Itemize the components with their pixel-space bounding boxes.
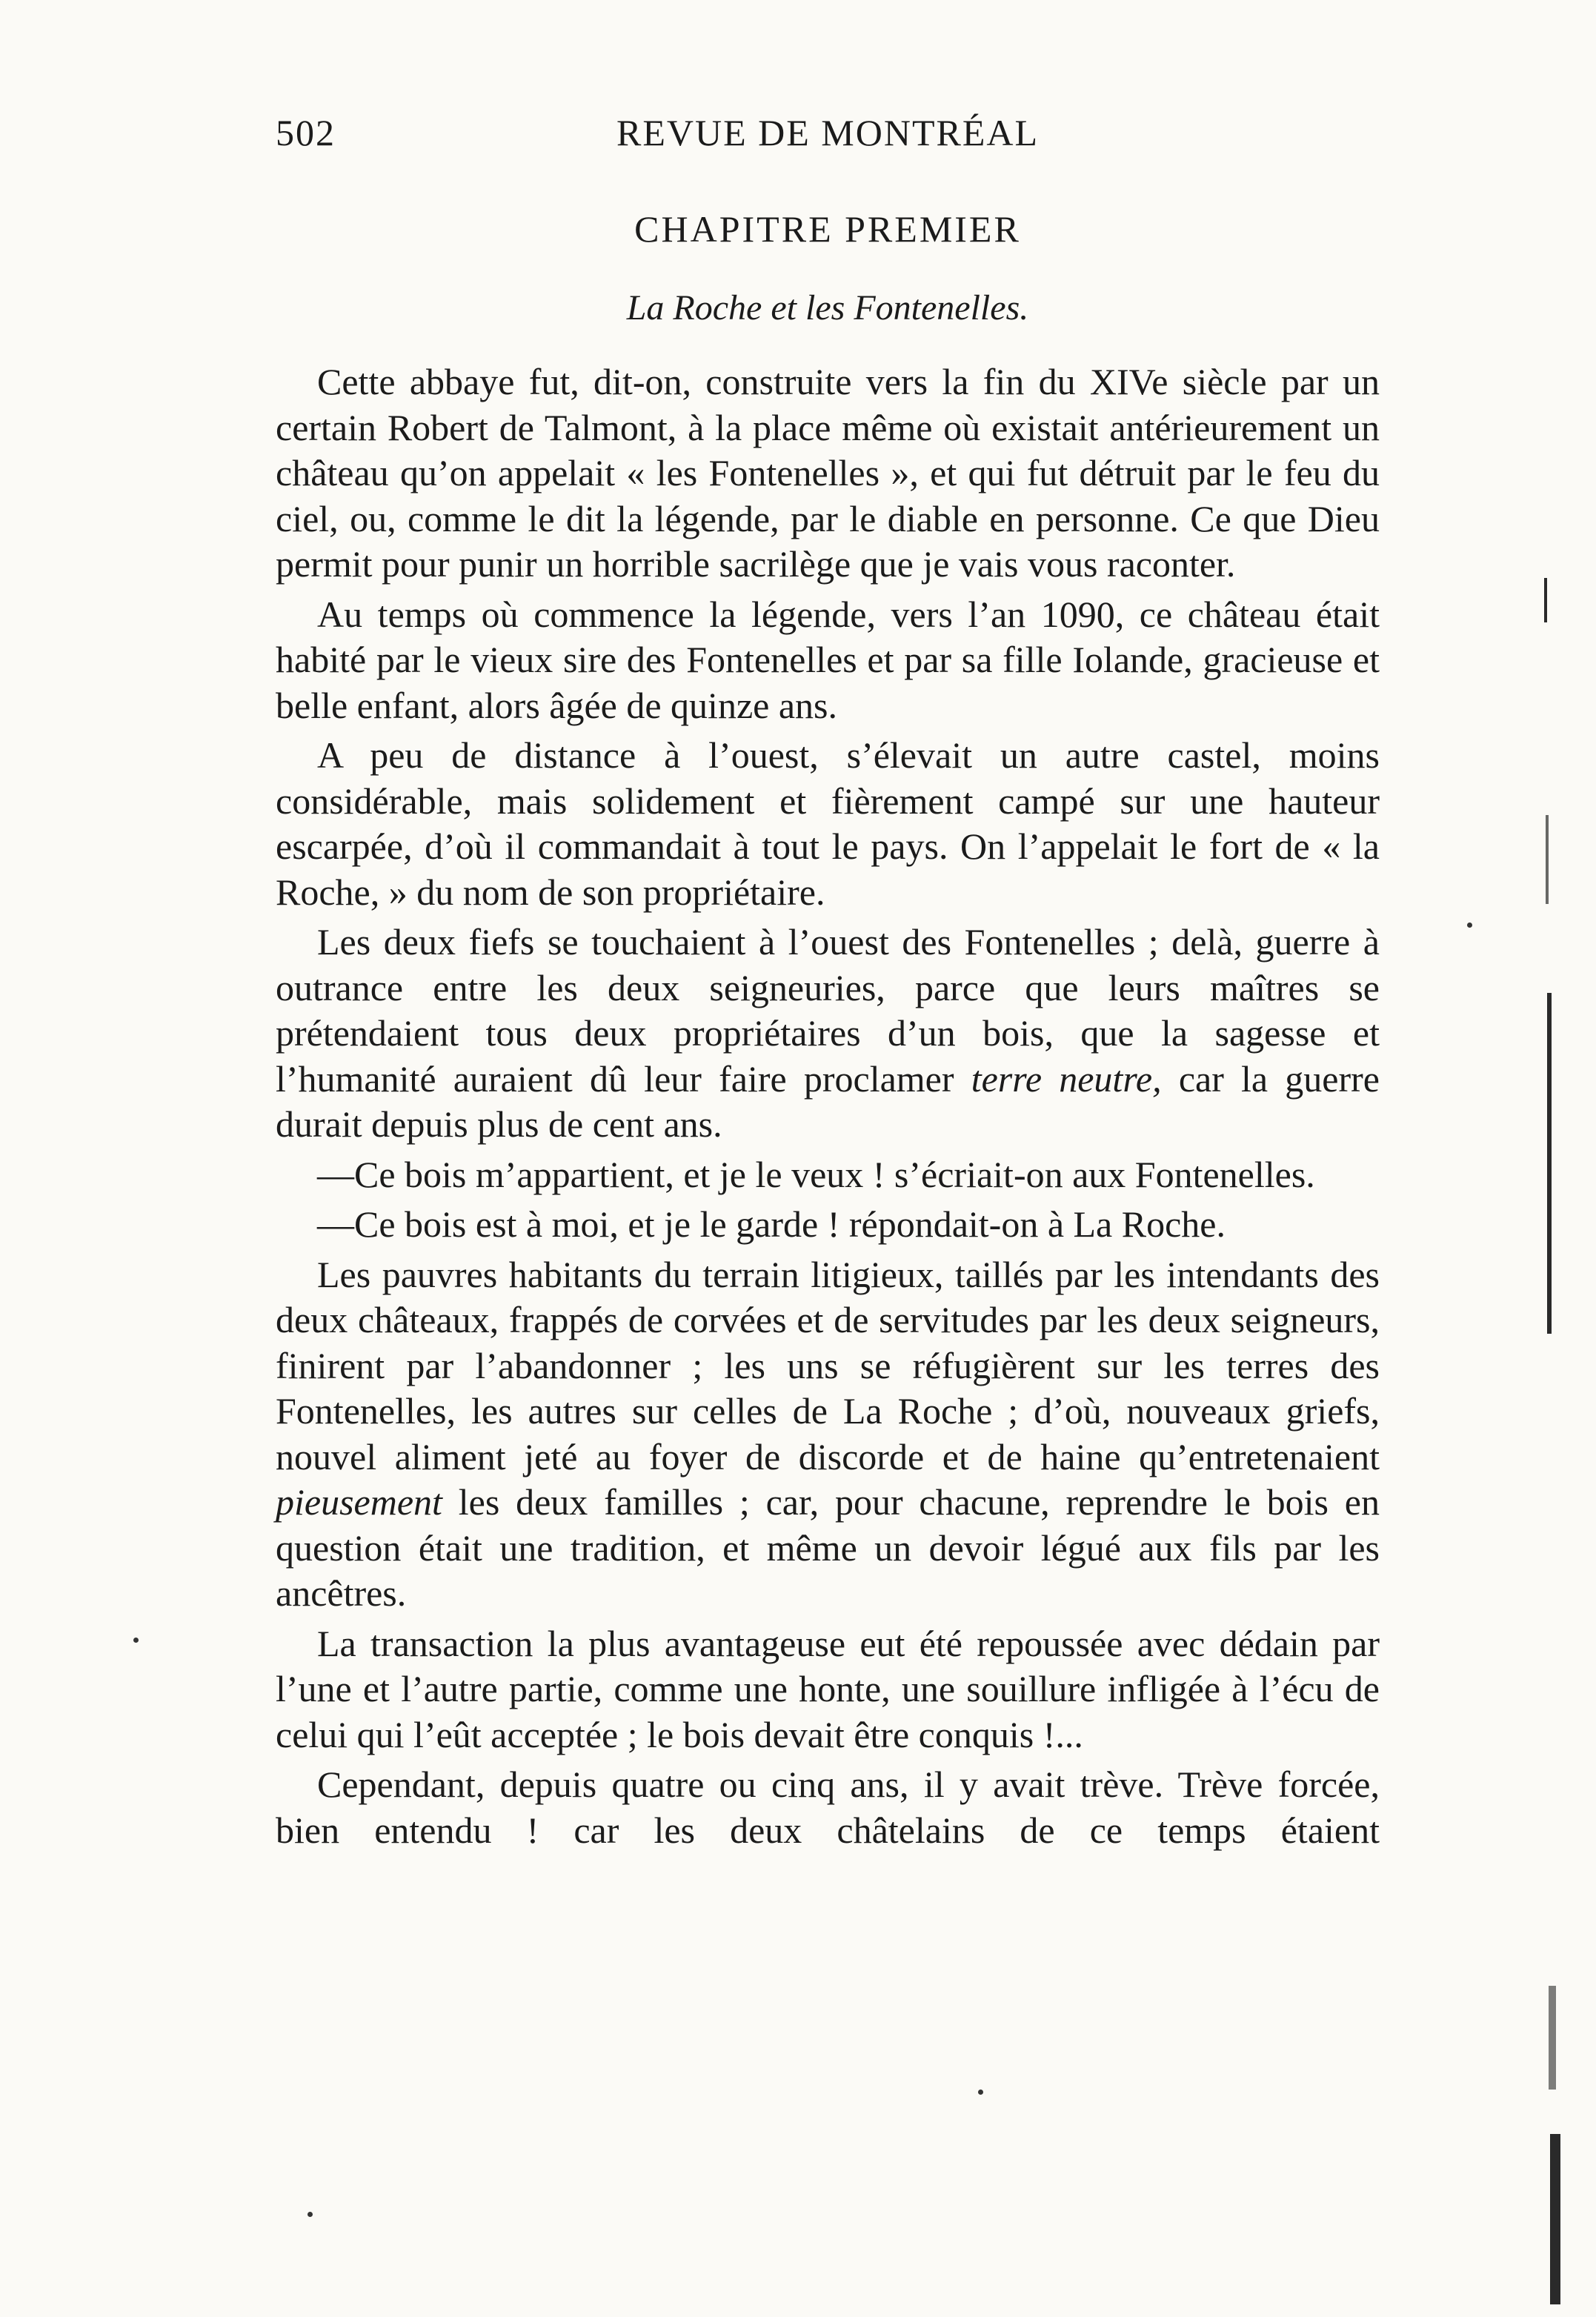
page-header xyxy=(276,111,1380,156)
paragraph-text: Les deux fiefs se touchaient à l’ouest des Fontenelles ; delà, guerre à outrance entre les deux seigneuries, parce que leurs maîtres se prétendaient tous deux propriétaires d’un bois, que la sagesse et l’humanité auraient dû leur faire proclamer xyxy=(276,921,1380,1100)
scan-speck xyxy=(1467,923,1472,928)
body-text xyxy=(276,359,1380,1858)
paragraph-text: car la guerre durait depuis plus de cent ans. xyxy=(276,1057,1380,1145)
scan-edge-mark xyxy=(1546,815,1549,904)
paragraph-text: Les pauvres habitants du terrain litigieux, taillés par les intendants des deux châteaux, frappés de corvées et de servitudes par les deux seigneurs, finirent par l’abandonner ; les uns se réfugièrent sur les terres des Fontenelles, les autres sur celles de La Roche ; d’où, nouveaux griefs, nouvel aliment jeté au foyer de discorde et de haine qu’entretenaient xyxy=(276,1253,1380,1477)
paragraph: Au temps où commence la légende, vers l’an 1090, ce château était habité par le vieux sire des Fontenelles et par sa fille Iolande, gracieuse et belle enfant, alors âgée de quinze ans. xyxy=(276,593,1380,726)
scan-speck xyxy=(978,2090,983,2095)
paragraph: La transaction la plus avantageuse eut été repoussée avec dédain par l’une et l’autre partie, comme une honte, une souillure infligée à l’écu de celui qui l’eût acceptée ; le bois devait être conquis !... xyxy=(276,1622,1380,1755)
paragraph: Cependant, depuis quatre ou cinq ans, il y avait trève. Trève forcée, bien entendu ! car les deux châtelains de ce temps étaient xyxy=(276,1763,1380,1851)
scan-edge-mark xyxy=(1550,2134,1560,2304)
chapter-title: CHAPITRE PREMIER xyxy=(634,208,1021,250)
scan-speck xyxy=(307,2212,313,2217)
paragraph: Cette abbaye fut, dit-on, construite vers la fin du XIVe siècle par un certain Robert de Talmont, à la place même où existait antérieurement un château qu’on appelait « les Fontenelles », et qui fut détruit par le feu du ciel, ou, comme le dit la légende, par le diable en personne. Ce que Dieu permit pour punir un horrible sacrilège que je vais vous raconter. xyxy=(276,361,1380,585)
page-number: 502 xyxy=(276,112,336,153)
dialogue-line: —Ce bois m’appartient, et je le veux ! s’écriait-on aux Fontenelles. xyxy=(317,1153,1315,1195)
scan-edge-mark xyxy=(1549,1986,1556,2090)
paragraph: A peu de distance à l’ouest, s’élevait un autre castel, moins considérable, mais solidement et fièrement campé sur une hauteur escarpée, d’où il commandait à tout le pays. On l’appelait le fort de « la Roche, » du nom de son propriétaire. xyxy=(276,734,1380,913)
scan-speck xyxy=(133,1638,139,1643)
chapter-subtitle: La Roche et les Fontenelles. xyxy=(626,288,1029,328)
scan-edge-mark xyxy=(1544,578,1547,622)
italic-word: pieusement xyxy=(276,1481,442,1523)
scan-edge-mark xyxy=(1547,993,1552,1334)
dialogue-line: —Ce bois est à moi, et je le garde ! répondait-on à La Roche. xyxy=(317,1203,1226,1245)
paragraph xyxy=(276,920,1380,1148)
paragraph-text: les deux familles ; car, pour chacune, reprendre le bois en question était une tradition, et même un devoir légué aux fils par les ancêtres. xyxy=(276,1481,1380,1614)
running-title: REVUE DE MONTRÉAL xyxy=(616,112,1040,153)
paragraph xyxy=(276,1252,1380,1617)
italic-phrase: terre neutre, xyxy=(971,1057,1162,1100)
